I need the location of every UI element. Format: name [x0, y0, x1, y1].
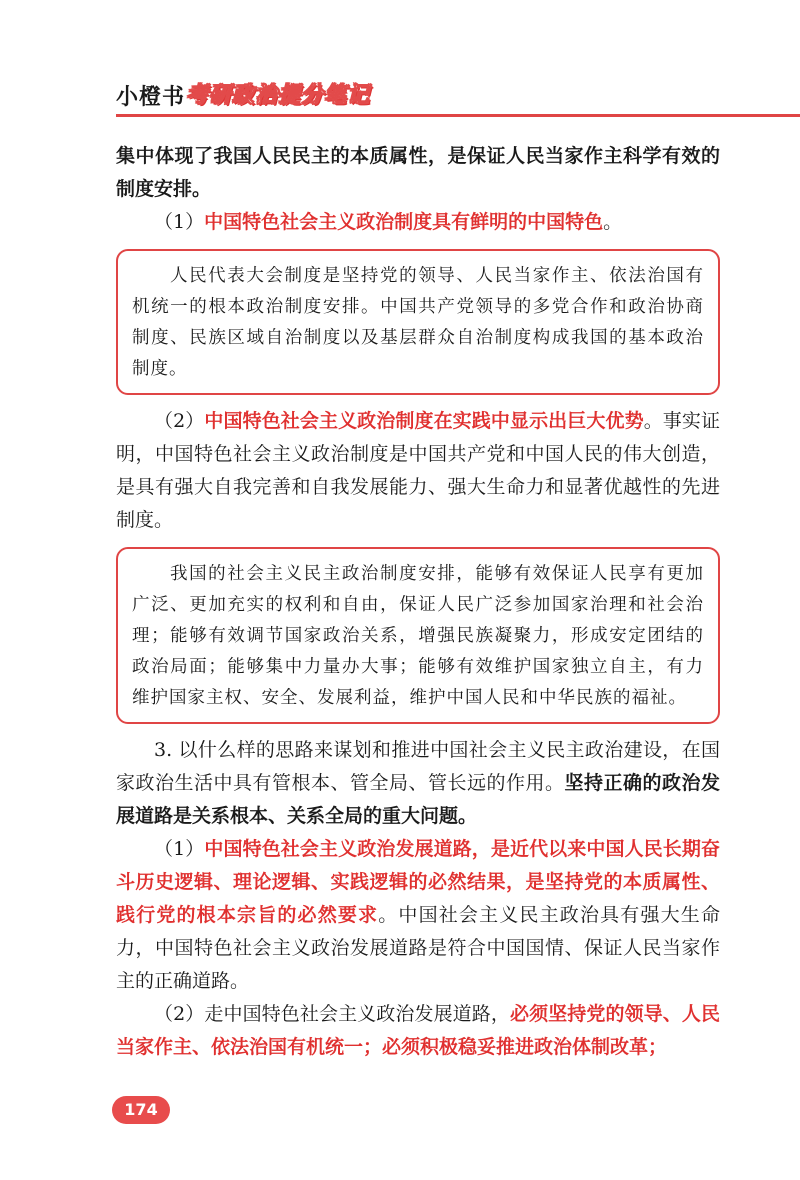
brand-title: 小橙书: [116, 85, 186, 110]
note-box-2-text: 我国的社会主义民主政治制度安排，能够有效保证人民享有更加广泛、更加充实的权利和自由，保证人民广泛参加国家治理和社会治理；能够有效调节国家政治关系，增强民族凝聚力，形成安定团结的政治局面；能够集中力量办大事；能够有效维护国家独立自主，有力维护国家主权、安全、发展利益，维护中国人民和中华民族的福祉。: [132, 564, 704, 708]
section-body: 3. 以什么样的思路来谋划和推进中国社会主义民主政治建设，在国家政治生活中具有管根本、管全局、管长远的作用。: [116, 739, 720, 794]
paragraph-intro: 集中体现了我国人民民主的本质属性，是保证人民当家作主科学有效的制度安排。: [116, 145, 720, 200]
highlight-text: 中国特色社会主义政治制度具有鲜明的中国特色: [204, 211, 604, 233]
highlight-text: 必须坚持党的领导、人民当家作主、依法治国有机统一；必须积极稳妥推进政治体制改革；: [116, 1003, 720, 1058]
note-box-1: [116, 249, 720, 395]
paragraph-section-3-point-1: [116, 833, 720, 998]
point-body: 。事实证明，中国特色社会主义政治制度是中国共产党和中国人民的伟大创造，是具有强大自我完善和自我发展能力、强大生命力和显著优越性的先进制度。: [116, 410, 720, 531]
point-label: （1）: [154, 838, 205, 860]
paragraph-point-1: [116, 206, 720, 239]
highlight-text: 中国特色社会主义政治制度在实践中显示出巨大优势: [204, 410, 644, 432]
paragraph-section-3-point-2: [116, 998, 720, 1064]
book-subtitle: 考研政治提分笔记: [186, 83, 371, 108]
point-label: （1）: [154, 211, 205, 233]
point-body: 。中国社会主义民主政治具有强大生命力，中国特色社会主义政治发展道路是符合中国国情、保证人民当家作主的正确道路。: [116, 904, 720, 992]
paragraph-point-2: [116, 405, 720, 537]
point-label: （2）: [154, 410, 205, 432]
paragraph-section-3: [116, 734, 720, 833]
header-divider: [116, 114, 800, 117]
section-emphasis: 坚持正确的政治发展道路是关系根本、关系全局的重大问题。: [116, 772, 720, 827]
page-content: [116, 140, 720, 1064]
highlight-text: 中国特色社会主义政治发展道路，是近代以来中国人民长期奋斗历史逻辑、理论逻辑、实践逻辑的必然结果，是坚持党的本质属性、践行党的根本宗旨的必然要求: [116, 838, 720, 926]
page-number-badge: 174: [112, 1096, 170, 1124]
note-box-1-text: 人民代表大会制度是坚持党的领导、人民当家作主、依法治国有机统一的根本政治制度安排。中国共产党领导的多党合作和政治协商制度、民族区域自治制度以及基层群众自治制度构成我国的基本政治制度。: [132, 266, 704, 379]
point-suffix: 。: [603, 211, 623, 233]
note-box-2: [116, 547, 720, 724]
point-label: （2）走中国特色社会主义政治发展道路，: [154, 1003, 510, 1025]
